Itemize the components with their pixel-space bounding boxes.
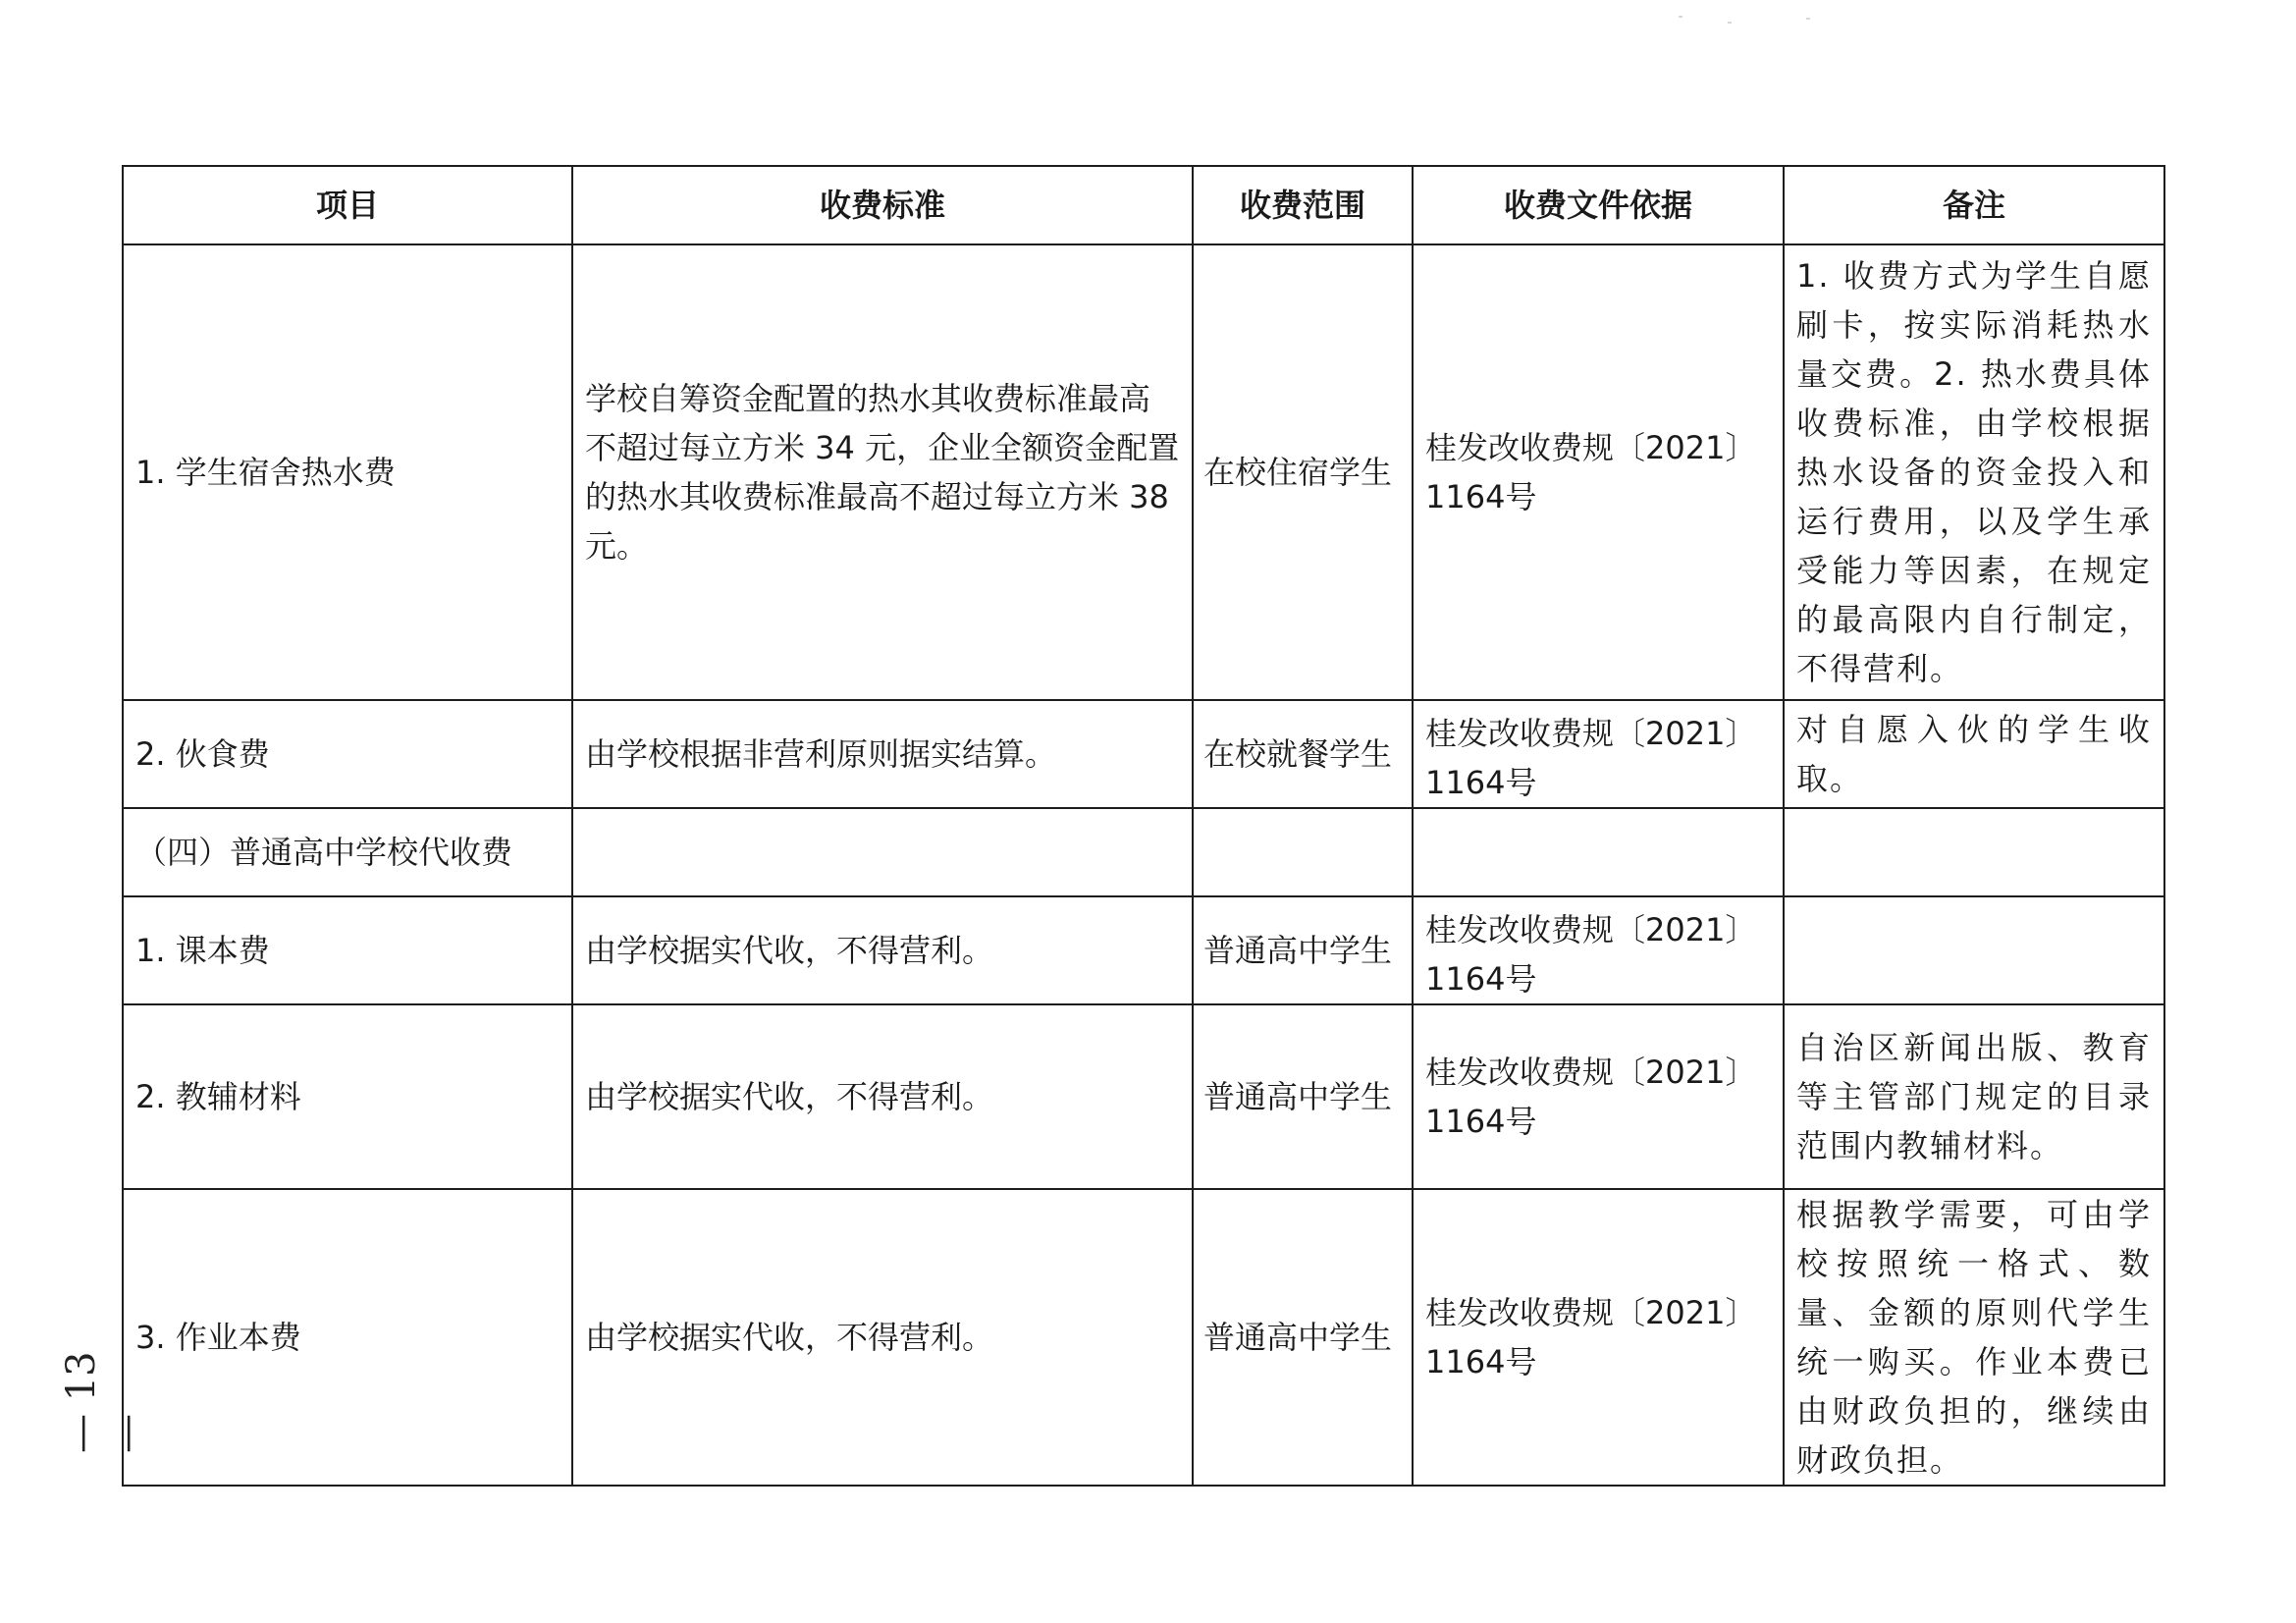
fee-standards-table (122, 165, 2165, 1487)
table-row (123, 700, 2164, 808)
cell-item: 1. 课本费 (123, 896, 572, 1004)
header-standard: 收费标准 (572, 166, 1193, 244)
cell-scope: 普通高中学生 (1193, 1004, 1413, 1189)
cell-scope: 普通高中学生 (1193, 896, 1413, 1004)
cell-basis: 桂发改收费规〔2021〕1164号 (1413, 700, 1784, 808)
cell-basis: 桂发改收费规〔2021〕1164号 (1413, 244, 1784, 700)
cell-standard: 由学校据实代收，不得营利。 (572, 1004, 1193, 1189)
cell-scope: 普通高中学生 (1193, 1189, 1413, 1486)
cell-basis (1413, 808, 1784, 896)
cell-note: 自治区新闻出版、教育等主管部门规定的目录范围内教辅材料。 (1784, 1004, 2164, 1189)
cell-note: 1. 收费方式为学生自愿刷卡，按实际消耗热水量交费。2. 热水费具体收费标准，由学校根据热水设备的资金投入和运行费用，以及学生承受能力等因素，在规定的最高限内自行制定，不得营利。 (1784, 244, 2164, 700)
table-row (123, 896, 2164, 1004)
header-basis: 收费文件依据 (1413, 166, 1784, 244)
scan-artifacts (1669, 12, 1865, 31)
table-row (123, 1189, 2164, 1486)
cell-standard: 由学校据实代收，不得营利。 (572, 896, 1193, 1004)
table-row-section (123, 808, 2164, 896)
cell-item: （四）普通高中学校代收费 (123, 808, 572, 896)
cell-basis: 桂发改收费规〔2021〕1164号 (1413, 896, 1784, 1004)
cell-note: 对自愿入伙的学生收取。 (1784, 700, 2164, 808)
header-item: 项目 (123, 166, 572, 244)
cell-item: 1. 学生宿舍热水费 (123, 244, 572, 700)
page-number: — 13 — (59, 1351, 149, 1453)
cell-scope (1193, 808, 1413, 896)
cell-item: 2. 伙食费 (123, 700, 572, 808)
cell-item: 2. 教辅材料 (123, 1004, 572, 1189)
table-row (123, 244, 2164, 700)
cell-basis: 桂发改收费规〔2021〕1164号 (1413, 1189, 1784, 1486)
cell-standard (572, 808, 1193, 896)
cell-note: 根据教学需要，可由学校按照统一格式、数量、金额的原则代学生统一购买。作业本费已由财政负担的，继续由财政负担。 (1784, 1189, 2164, 1486)
header-note: 备注 (1784, 166, 2164, 244)
cell-standard: 由学校根据非营利原则据实结算。 (572, 700, 1193, 808)
table-header-row (123, 166, 2164, 244)
cell-standard: 由学校据实代收，不得营利。 (572, 1189, 1193, 1486)
cell-scope: 在校住宿学生 (1193, 244, 1413, 700)
cell-note (1784, 896, 2164, 1004)
header-scope: 收费范围 (1193, 166, 1413, 244)
cell-item: 3. 作业本费 (123, 1189, 572, 1486)
cell-standard: 学校自筹资金配置的热水其收费标准最高不超过每立方米 34 元，企业全额资金配置的热水其收费标准最高不超过每立方米 38 元。 (572, 244, 1193, 700)
cell-scope: 在校就餐学生 (1193, 700, 1413, 808)
cell-basis: 桂发改收费规〔2021〕1164号 (1413, 1004, 1784, 1189)
cell-note (1784, 808, 2164, 896)
table-row (123, 1004, 2164, 1189)
